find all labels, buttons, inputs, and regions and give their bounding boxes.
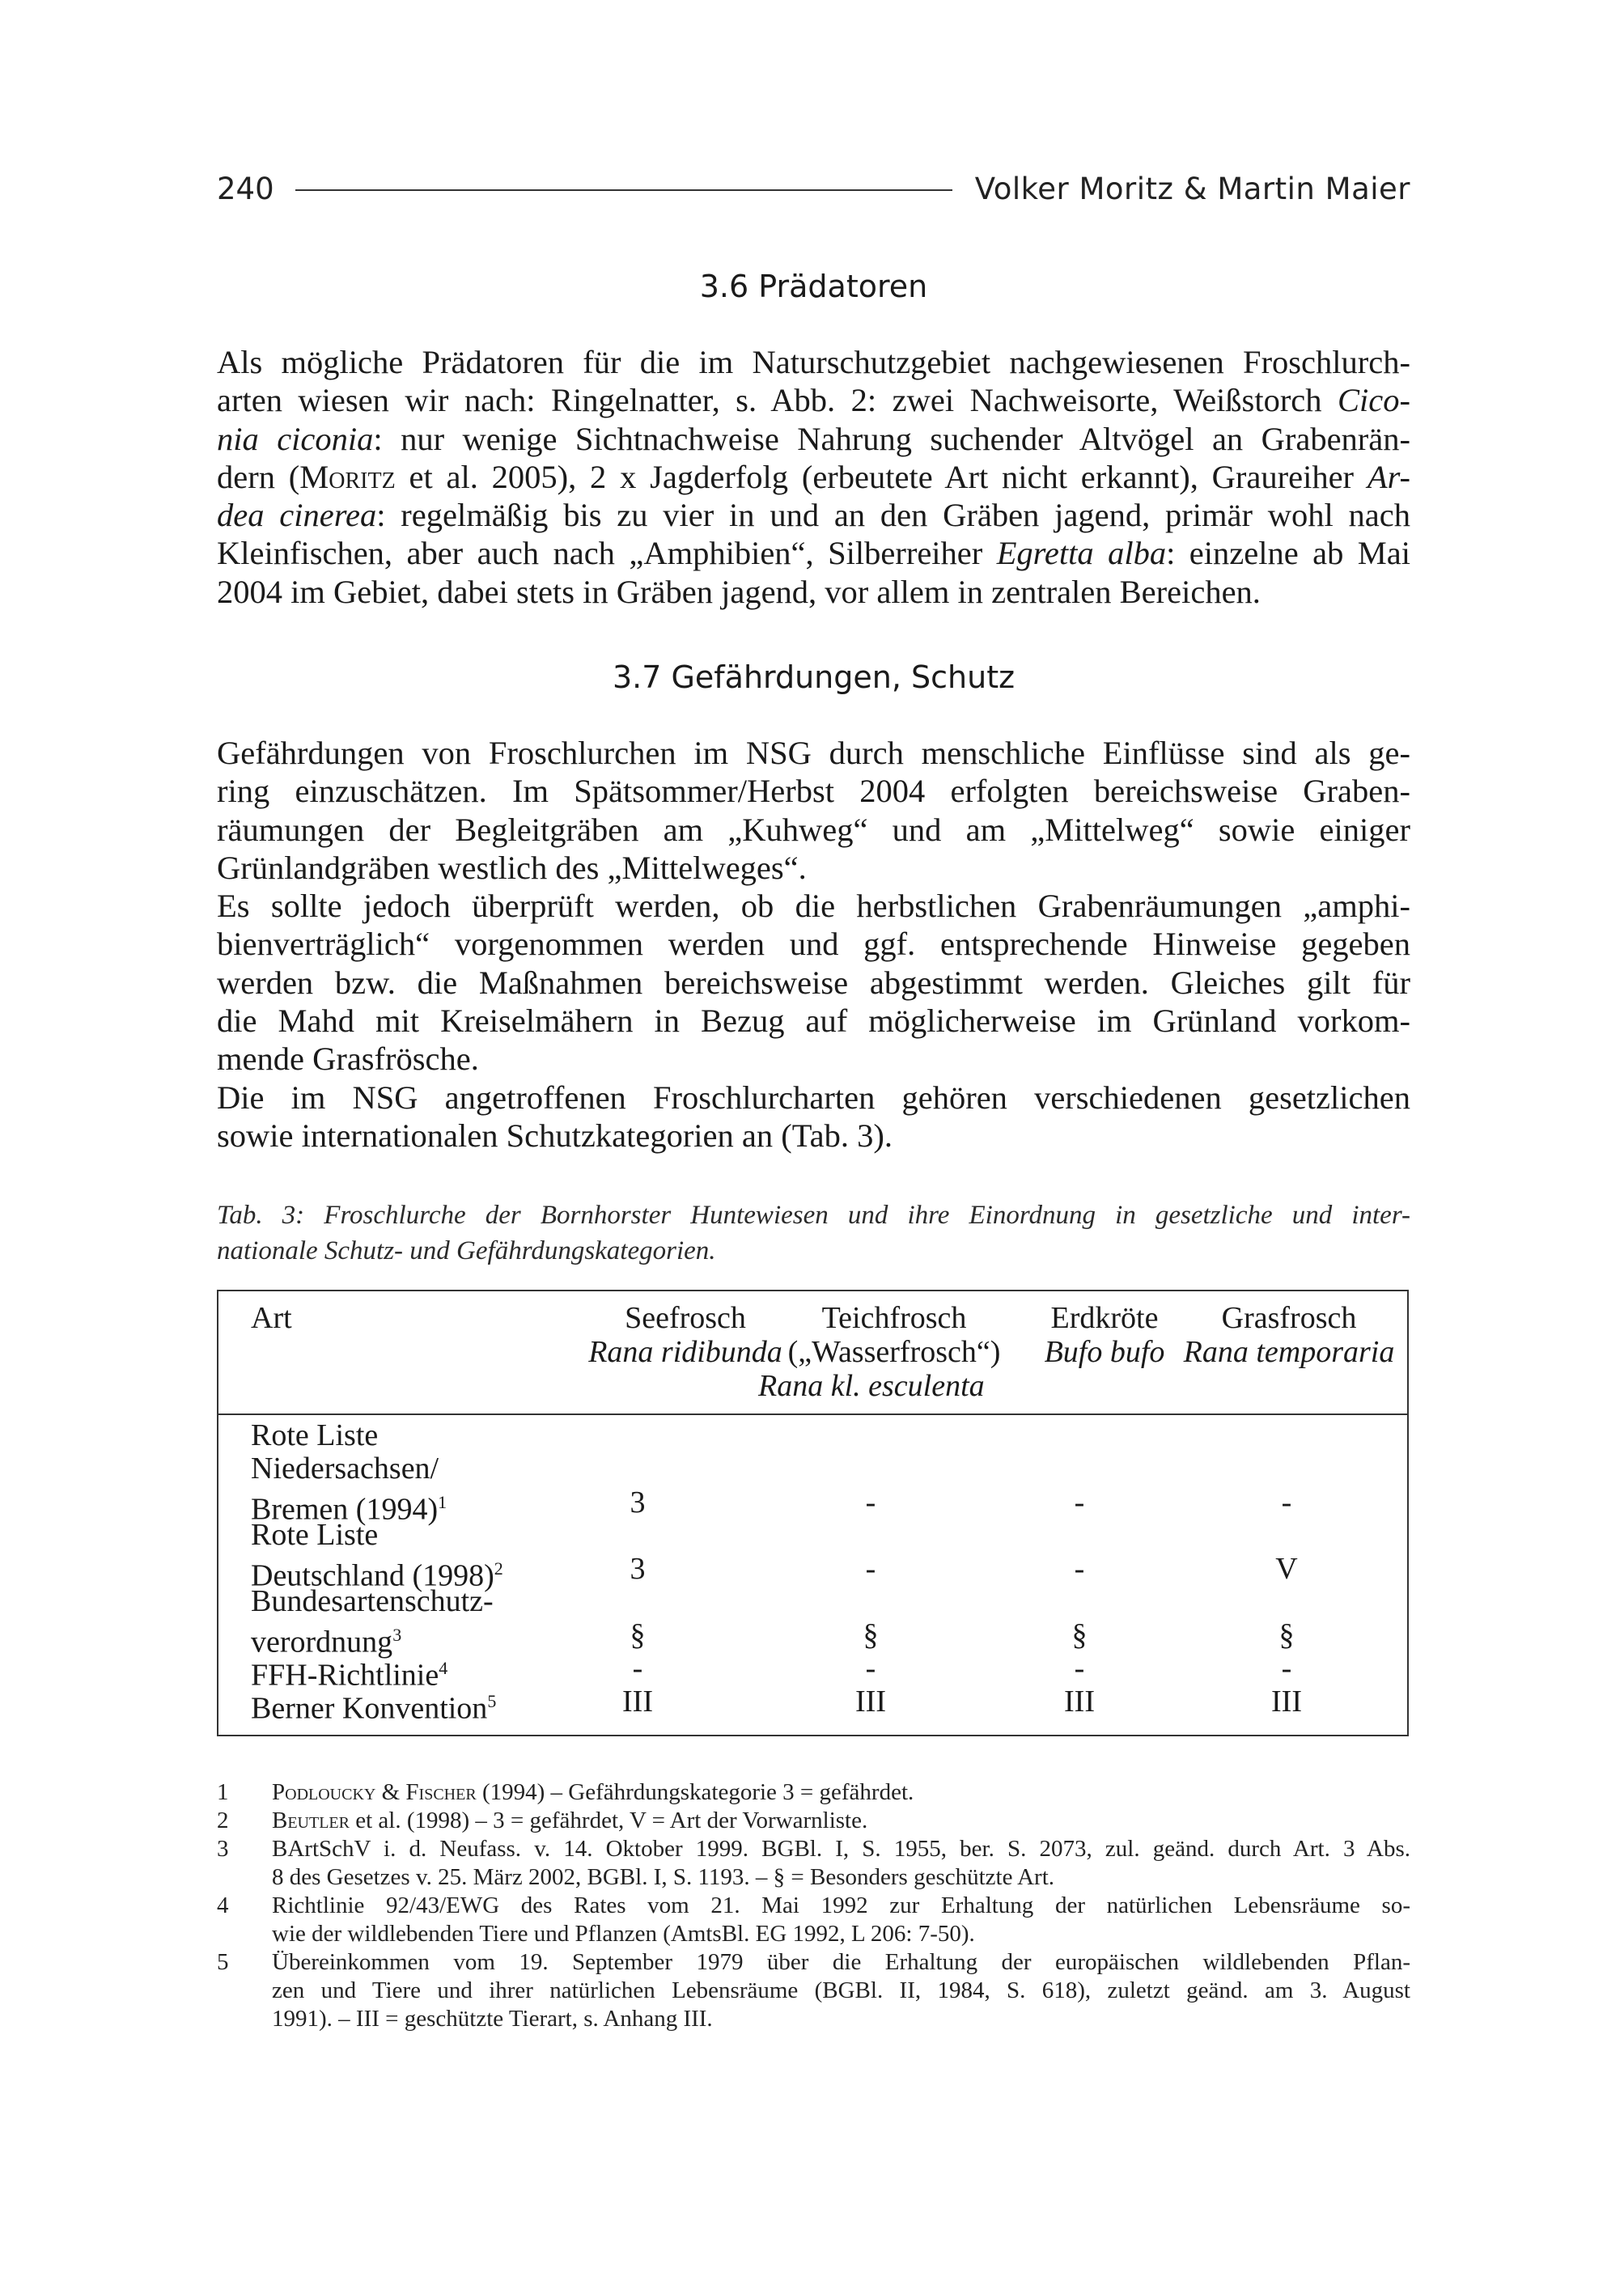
caption-line: nationale Schutz- und Gefährdungskategorien. — [217, 1236, 716, 1265]
author-name: Fischer — [405, 1779, 477, 1805]
footnote-line: zen und Tiere und ihrer natürlichen Lebensräume (BGBl. II, 1984, S. 618), zuletzt geänd. am 3. August — [272, 1977, 1410, 2003]
text-line: dea cinerea: regelmäßig bis zu vier in und an den Gräben jagend, primär wohl nach — [217, 497, 1410, 534]
row-label-text: FFH-Richtlinie — [251, 1658, 439, 1693]
text-line: Es sollte jedoch überprüft werden, ob die herbstlichen Grabenräumungen „amphi- — [217, 888, 1410, 925]
text-line: nia ciconia: nur wenige Sichtnachweise Nahrung suchender Altvögel an Grabenrän- — [217, 420, 1410, 457]
text-line: Als mögliche Prädatoren für die im Naturschutzgebiet nachgewiesenen Froschlurch- — [217, 344, 1410, 380]
row-label-text: Berner Konvention — [251, 1691, 488, 1726]
col-header-grasfrosch-latin: Rana temporaria — [1183, 1335, 1395, 1369]
footnote-ref: 2 — [494, 1558, 503, 1579]
col-header-teichfrosch-latin: Rana kl. esculenta — [758, 1369, 985, 1403]
text-line: Grünlandgräben westlich des „Mittelweges“. — [217, 849, 807, 886]
table-caption — [217, 1197, 1410, 1269]
footnote-2 — [217, 1807, 1410, 1835]
footnote-ref: 3 — [392, 1625, 402, 1645]
footnote-line: Richtlinie 92/43/EWG des Rates vom 21. Mai 1992 zur Erhaltung der natürlichen Lebensräume so- — [272, 1892, 1410, 1918]
footnote-ref: 1 — [438, 1492, 447, 1512]
table-cell: III — [1271, 1685, 1302, 1719]
table-cell: - — [1281, 1486, 1292, 1519]
footnote-line: Übereinkommen vom 19. September 1979 über die Erhaltung der europäischen wildlebenden Pflan- — [272, 1949, 1410, 1975]
table-cell: - — [1074, 1552, 1085, 1586]
footnote-line: 8 des Gesetzes v. 25. März 2002, BGBl. I, S. 1193. – § = Besonders geschützte Art. — [272, 1864, 1055, 1890]
row-label-text: verordnung — [251, 1625, 393, 1659]
text-line: räumungen der Begleitgräben am „Kuhweg“ und am „Mittelweg“ sowie einiger — [217, 811, 1410, 848]
table-cell: § — [630, 1618, 646, 1652]
footnote-ref: 4 — [439, 1658, 448, 1678]
table-cell: III — [622, 1685, 653, 1719]
footnotes — [217, 1778, 1410, 2033]
species-name: nia ciconia — [217, 420, 374, 457]
table-cell: - — [1281, 1651, 1292, 1685]
footnote-line: 1991). – III = geschützte Tierart, s. Anhang III. — [272, 2006, 713, 2032]
section-heading-3-6: 3.6 Prädatoren — [699, 269, 928, 304]
col-header-art: Art — [251, 1301, 292, 1335]
footnote-number: 1 — [217, 1779, 229, 1805]
footnote-line: Beutler et al. (1998) – 3 = gefährdet, V = Art der Vorwarnliste. — [272, 1808, 868, 1833]
text-line: bienverträglich“ vorgenommen werden und ggf. entsprechende Hinweise gegeben — [217, 926, 1410, 963]
footnote-line: wie der wildlebenden Tiere und Pflanzen (AmtsBl. EG 1992, L 206: 7-50). — [272, 1921, 975, 1947]
col-header-teichfrosch: Teichfrosch — [821, 1301, 967, 1335]
author-name: Beutler — [272, 1808, 350, 1833]
species-name: dea cinerea — [217, 497, 377, 534]
table-cell: - — [1074, 1651, 1085, 1685]
col-header-erdkroete-latin: Bufo bufo — [1044, 1335, 1165, 1369]
text-line: dern (Moritz et al. 2005), 2 x Jagderfolg (erbeutete Art nicht erkannt), Graureiher Ar- — [217, 458, 1411, 495]
author-name: Podloucky — [272, 1779, 376, 1805]
table-cell: - — [865, 1651, 876, 1685]
header-rule — [295, 189, 952, 191]
text-line: sowie internationalen Schutzkategorien an (Tab. 3). — [217, 1117, 893, 1154]
table-cell: § — [1071, 1618, 1088, 1652]
table-cell: - — [632, 1651, 643, 1685]
table-cell: - — [865, 1552, 876, 1586]
footnote-line: BArtSchV i. d. Neufass. v. 14. Oktober 1999. BGBl. I, S. 1955, ber. S. 2073, zul. geänd. durch Art. 3 Abs. — [272, 1836, 1410, 1862]
table-cell: § — [1278, 1618, 1295, 1652]
species-name: Egretta alba — [996, 535, 1167, 572]
col-header-teichfrosch-alt: („Wasserfrosch“) — [787, 1335, 1001, 1369]
footnote-4 — [217, 1892, 1410, 1948]
table-cell: § — [863, 1618, 879, 1652]
table-cell: III — [855, 1685, 886, 1719]
table-cell: - — [865, 1486, 876, 1519]
col-header-seefrosch: Seefrosch — [625, 1301, 746, 1335]
footnote-1 — [217, 1778, 1410, 1807]
text-line: werden bzw. die Maßnahmen bereichsweise abgestimmt werden. Gleiches gilt für — [217, 964, 1410, 1001]
row-label: Rote Liste — [251, 1418, 379, 1452]
caption-line: Tab. 3: Froschlurche der Bornhorster Huntewiesen und ihre Einordnung in gesetzliche und inter- — [217, 1201, 1410, 1230]
table-cell: - — [1074, 1486, 1085, 1519]
text-line: 2004 im Gebiet, dabei stets in Gräben jagend, vor allem in zentralen Bereichen. — [217, 573, 1261, 610]
table-cell: V — [1275, 1552, 1298, 1586]
row-label: Niedersachsen/ — [251, 1452, 439, 1486]
row-label-text: Deutschland (1998) — [251, 1558, 494, 1593]
running-head — [217, 164, 1410, 213]
row-label-berner — [251, 1685, 496, 1726]
species-name: Cico- — [1338, 382, 1410, 419]
paragraph-predators — [217, 343, 1410, 611]
footnote-number: 2 — [217, 1808, 229, 1833]
text-line: Die im NSG angetroffenen Froschlurcharten gehören verschiedenen gesetzlichen — [217, 1079, 1410, 1116]
footnote-number: 4 — [217, 1892, 229, 1918]
col-header-erdkroete: Erdkröte — [1050, 1301, 1159, 1335]
footnote-line: Podloucky & Fischer (1994) – Gefährdungskategorie 3 = gefährdet. — [272, 1779, 914, 1805]
table-cell: 3 — [630, 1486, 646, 1519]
author-name: Moritz — [299, 458, 396, 495]
table-cell: 3 — [630, 1552, 646, 1586]
section-heading-3-7: 3.7 Gefährdungen, Schutz — [612, 659, 1016, 695]
col-header-grasfrosch: Grasfrosch — [1221, 1301, 1357, 1335]
text-line: ring einzuschätzen. Im Spätsommer/Herbst 2004 erfolgten bereichsweise Graben- — [217, 773, 1410, 810]
footnote-number: 3 — [217, 1836, 229, 1862]
col-header-seefrosch-latin: Rana ridibunda — [588, 1335, 782, 1369]
page-number: 240 — [217, 171, 274, 206]
paragraph-threats — [217, 734, 1410, 1155]
text-line: Kleinfischen, aber auch nach „Amphibien“, Silberreiher Egretta alba: einzelne ab Mai — [217, 535, 1410, 572]
row-label: Rote Liste — [251, 1518, 379, 1552]
footnote-3 — [217, 1835, 1410, 1892]
text-line: die Mahd mit Kreiselmähern in Bezug auf möglicherweise im Grünland vorkom- — [217, 1002, 1410, 1040]
text-line: mende Grasfrösche. — [217, 1041, 479, 1078]
text-line: arten wiesen wir nach: Ringelnatter, s. Abb. 2: zwei Nachweisorte, Weißstorch Cico- — [217, 382, 1410, 419]
row-label-text: Bremen (1994) — [251, 1492, 439, 1527]
protection-table — [217, 1290, 1409, 1736]
running-head-authors: Volker Moritz & Martin Maier — [974, 171, 1410, 206]
row-label: Bundesartenschutz- — [251, 1584, 494, 1618]
footnote-number: 5 — [217, 1949, 229, 1975]
footnote-ref: 5 — [487, 1691, 497, 1711]
footnote-5 — [217, 1948, 1410, 2033]
text-line: Gefährdungen von Froschlurchen im NSG durch menschliche Einflüsse sind als ge- — [217, 735, 1410, 771]
table-header-rule — [218, 1414, 1407, 1415]
table-cell: III — [1064, 1685, 1095, 1719]
species-name: Ar- — [1367, 458, 1411, 495]
